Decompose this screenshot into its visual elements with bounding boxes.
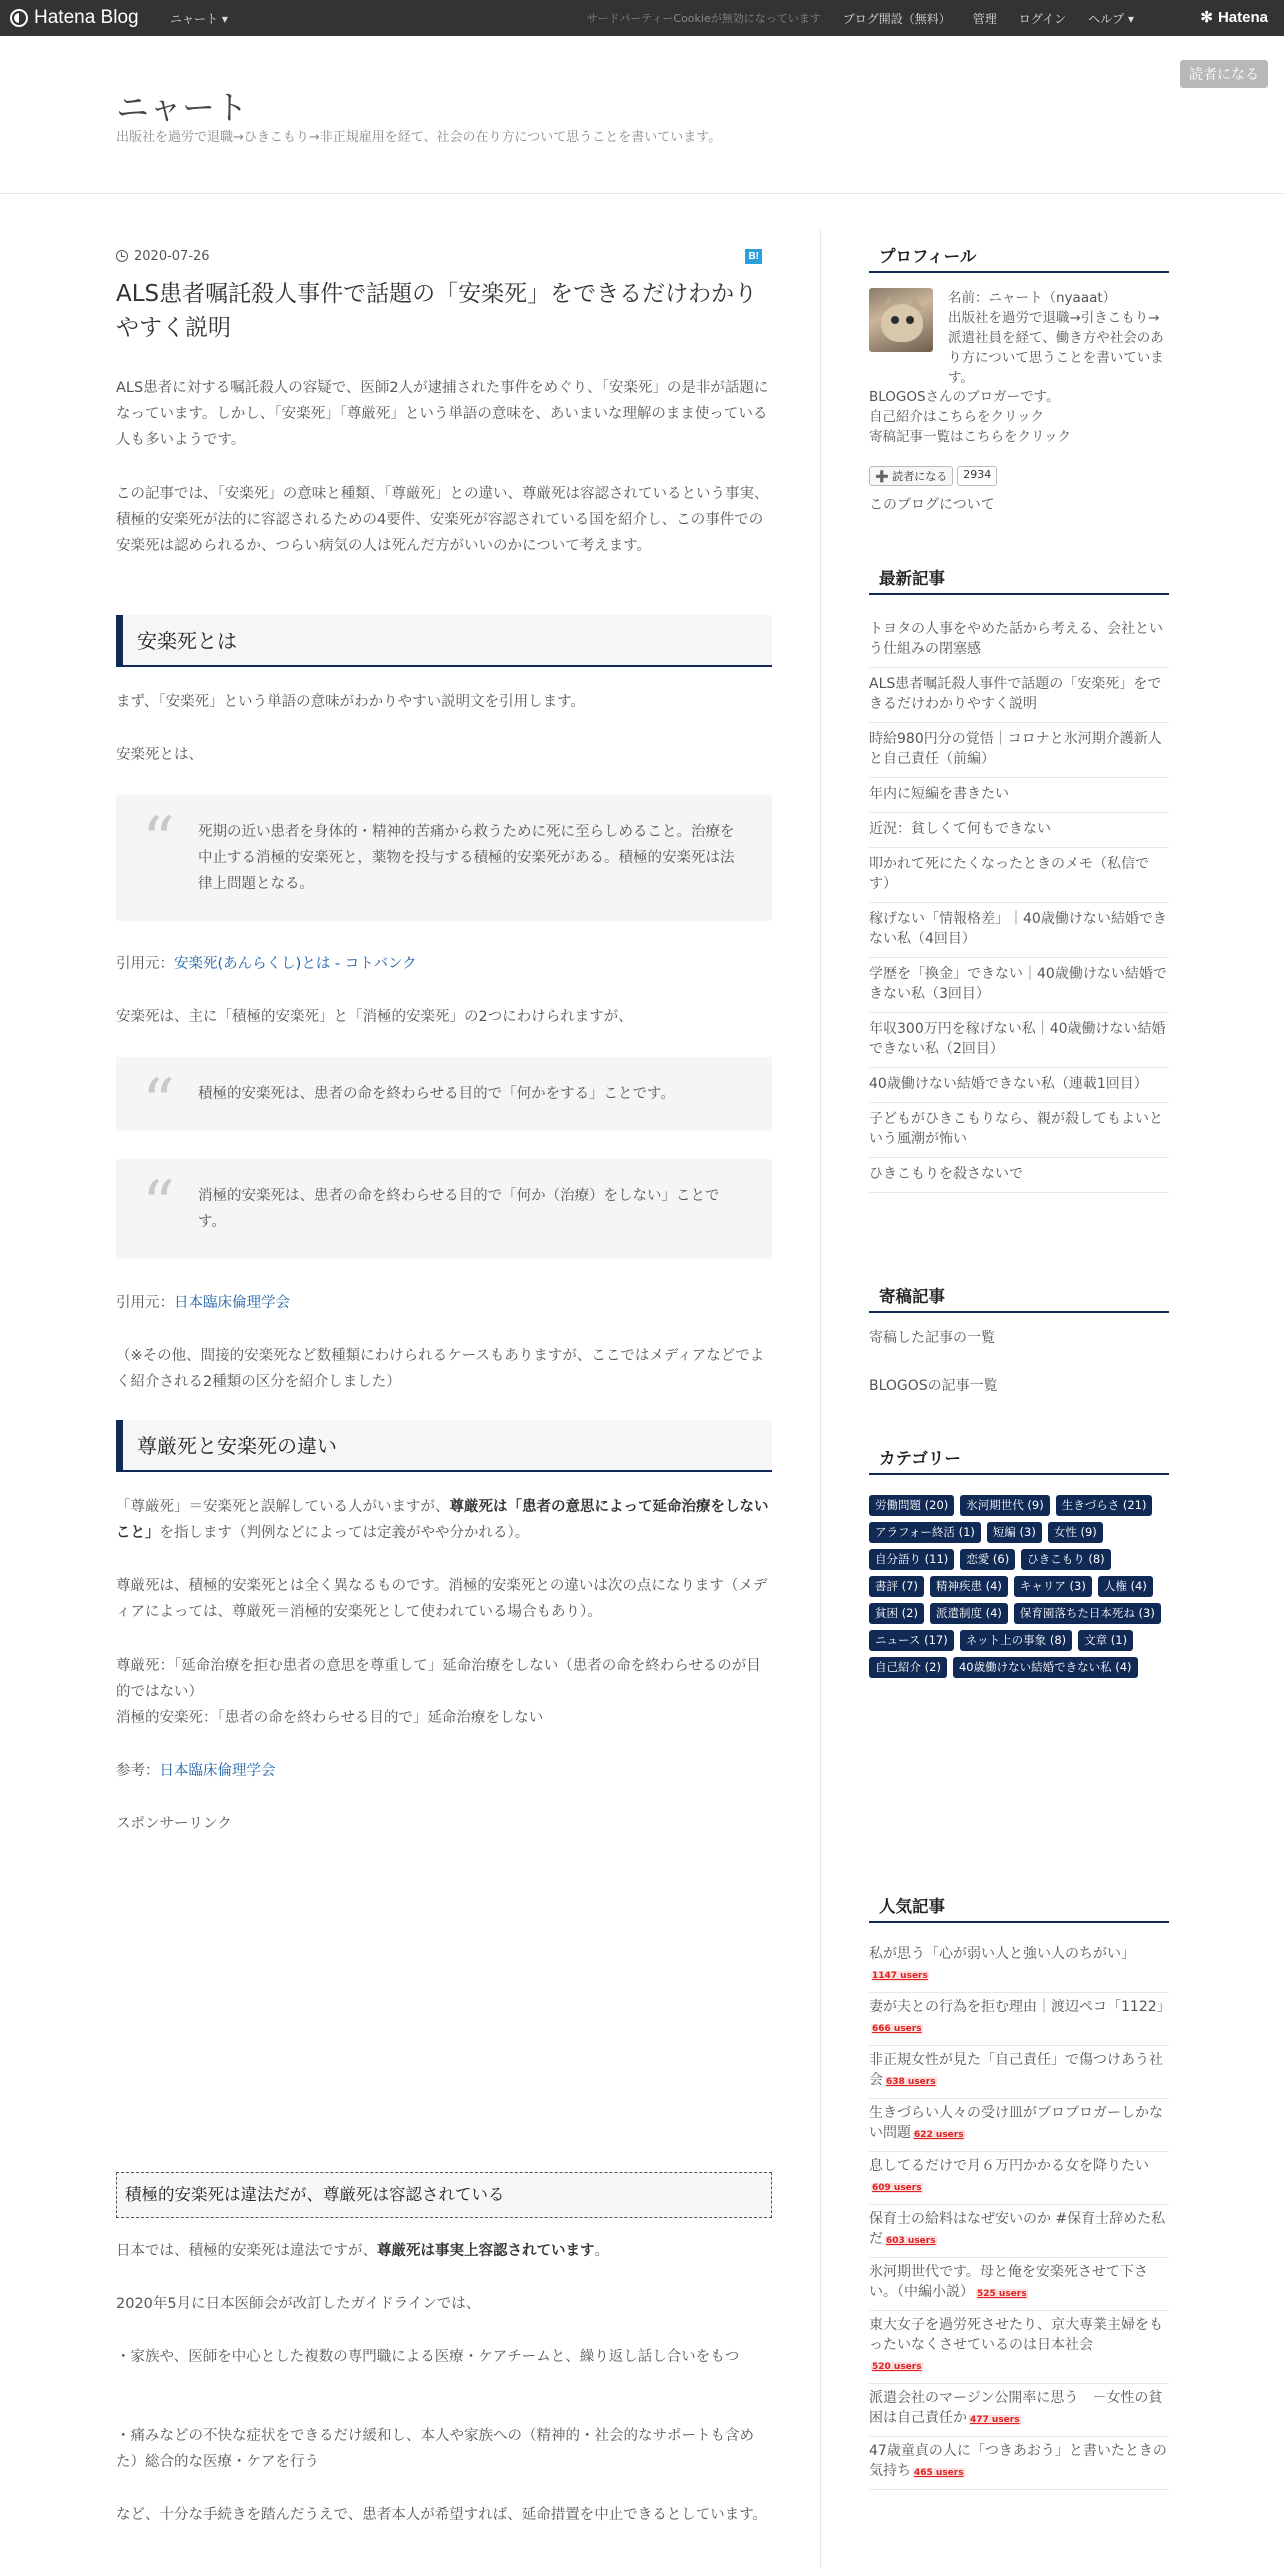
reference: 参考：日本臨床倫理学会 xyxy=(116,1763,276,1779)
bookmark-users[interactable]: 609 users xyxy=(872,2183,922,2193)
hatena-bookmark-button[interactable]: B! xyxy=(745,249,762,264)
category-tag[interactable]: 自己紹介 (2) xyxy=(869,1657,947,1678)
popular-entry[interactable]: 妻が夫との行為を拒む理由｜渡辺ペコ「1122」666 users xyxy=(869,1993,1169,2046)
recent-entry[interactable]: ALS患者嘱託殺人事件で話題の「安楽死」をできるだけわかりやすく説明 xyxy=(869,668,1169,723)
about-blog-link[interactable]: このブログについて xyxy=(869,497,995,513)
profile-description: 出版社を過労で退職→引きこもり→派遣社員を経て、働き方や社会のあり方について思うことを書いています。 xyxy=(948,310,1164,386)
clinical-ethics-link[interactable]: 日本臨床倫理学会 xyxy=(174,1295,290,1311)
entry xyxy=(116,245,772,2523)
contributions-heading: 寄稿記事 xyxy=(869,1283,1169,1313)
contributions-list-link[interactable]: 寄稿した記事の一覧 xyxy=(869,1330,995,1346)
avatar[interactable] xyxy=(869,288,933,352)
citation-2: 引用元：日本臨床倫理学会 xyxy=(116,1295,290,1311)
popular-entry[interactable]: 47歳童貞の人に「つきあおう」と書いたときの気持ち 465 users xyxy=(869,2437,1169,2490)
global-header xyxy=(0,0,1284,36)
category-tag[interactable]: 派遣制度 (4) xyxy=(930,1603,1008,1624)
paragraph-intro-1: ALS患者に対する嘱託殺人の容疑で、医師2人が逮捕された事件をめぐり、「安楽死」の是非が話題になっています。しかし、「安楽死」「尊厳死」という単語の意味を、あいまいな理解のまま使っている人も多いようです。 xyxy=(116,380,769,448)
sponsored-link-label: スポンサーリンク xyxy=(116,1816,232,1832)
recent-entries-list xyxy=(869,613,1169,1193)
paragraph-guideline-item-2: ・痛みなどの不快な症状をできるだけ緩和し、本人や家族への（精神的・社会的なサポートも含めた）総合的な医療・ケアを行う xyxy=(116,2428,754,2470)
paragraph-guideline: 2020年5月に日本医師会が改訂したガイドラインでは、 xyxy=(116,2296,481,2312)
header-divider xyxy=(0,193,1284,194)
profile-name: 名前：ニャート（nyaaat） xyxy=(948,290,1117,306)
recent-entry[interactable]: 年収300万円を稼げない私｜40歳働けない結婚できない私（2回目） xyxy=(869,1013,1169,1068)
profile-self-intro-link[interactable]: 自己紹介はこちらをクリック xyxy=(869,409,1044,425)
category-tag[interactable]: 文章 (1) xyxy=(1078,1630,1133,1651)
paragraph-difference-2: 尊厳死は、積極的安楽死とは全く異なるものです。消極的安楽死との違いは次の点になります（メディアによっては、尊厳死＝消極的安楽死として使われている場合もあり）。 xyxy=(116,1578,768,1620)
category-tag[interactable]: 自分語り (11) xyxy=(869,1549,954,1570)
recent-entry[interactable]: 子どもがひきこもりなら、親が殺してもよいという風潮が怖い xyxy=(869,1103,1169,1158)
blog-description: 出版社を過労で退職→ひきこもり→非正規雇用を経て、社会の在り方について思うことを書いています。 xyxy=(116,130,722,145)
category-list xyxy=(869,1495,1169,1678)
popular-entry[interactable]: 非正規女性が見た「自己責任」で傷つけあう社会 638 users xyxy=(869,2046,1169,2099)
paragraph-difference-1: 「尊厳死」＝安楽死と誤解している人がいますが、尊厳死は「患者の意思によって延命治療をしないこと」を指します（判例などによっては定義がやや分かれる）。 xyxy=(116,1499,769,1541)
bookmark-users[interactable]: 477 users xyxy=(970,2415,1020,2425)
paragraph-intro-2: この記事では、「安楽死」の意味と種類、「尊厳死」との違い、尊厳死は容認されているという事実、積極的安楽死が法的に容認されるための4要件、安楽死が容認されている国を紹介し、この事件での安楽死は認められるか、つらい病気の人は死んだ方がいいのかについて考えます。 xyxy=(116,486,769,554)
category-tag[interactable]: 人権 (4) xyxy=(1098,1576,1153,1597)
help-menu[interactable]: ヘルプ ▾ xyxy=(1088,12,1134,26)
open-blog-link[interactable]: ブログ開設（無料） xyxy=(842,12,951,26)
paragraph-guideline-conclusion: など、十分な手続きを踏んだうえで、患者本人が希望すれば、延命措置を中止できるとしています。 xyxy=(116,2507,768,2523)
paragraph-types: 安楽死は、主に「積極的安楽死」と「消極的安楽死」の2つにわけられますが、 xyxy=(116,1009,633,1025)
bookmark-users[interactable]: 520 users xyxy=(872,2362,922,2372)
paragraph-guideline-item-1: ・家族や、医師を中心とした複数の専門職による医療・ケアチームと、繰り返し話し合いをもつ xyxy=(116,2349,740,2365)
popular-entries-list xyxy=(869,1940,1169,2490)
follower-count: 2934 xyxy=(957,466,997,486)
recent-entry[interactable]: トヨタの人事をやめた話から考える、会社という仕組みの閉塞感 xyxy=(869,613,1169,668)
bookmark-users[interactable]: 465 users xyxy=(914,2468,964,2478)
category-tag[interactable]: アラフォー終活 (1) xyxy=(869,1522,981,1543)
paragraph-difference-3a: 尊厳死：「延命治療を拒む患者の意思を尊重して」延命治療をしない（患者の命を終わらせるのが目的ではない） xyxy=(116,1658,761,1700)
categories-heading: カテゴリー xyxy=(869,1445,1169,1475)
bookmark-users[interactable]: 525 users xyxy=(977,2289,1027,2299)
clock-icon xyxy=(116,250,128,262)
category-tag[interactable]: 生きづらさ (21) xyxy=(1056,1495,1153,1516)
paragraph-definition: 安楽死とは、 xyxy=(116,747,203,763)
recent-entry[interactable]: 年内に短編を書きたい xyxy=(869,778,1169,813)
popular-entry[interactable]: 息してるだけで月６万円かかる女を降りたい 609 users xyxy=(869,2152,1169,2205)
popular-entry[interactable]: 氷河期世代です。母と俺を安楽死させて下さい。（中編小説） 525 users xyxy=(869,2258,1169,2311)
category-tag[interactable]: ネット上の事象 (8) xyxy=(960,1630,1072,1651)
follow-button-top[interactable]: 読者になる xyxy=(1180,60,1268,88)
quote-text: 死期の近い患者を身体的・精神的苦痛から救うために死に至らしめること。治療を中止する消極的安楽死と，薬物を投与する積極的安楽死がある。積極的安楽死は法律上問題となる。 xyxy=(198,824,735,892)
recent-entry[interactable]: 40歳働けない結婚できない私（連載1回目） xyxy=(869,1068,1169,1103)
column-divider xyxy=(820,230,821,2568)
recent-entry[interactable]: ひきこもりを殺さないで xyxy=(869,1158,1169,1193)
hatena-star-icon: ✻ xyxy=(1200,9,1213,26)
profile-heading: プロフィール xyxy=(869,243,1169,273)
popular-entry[interactable]: 生きづらい人々の受け皿がブロブロガーしかない問題 622 users xyxy=(869,2099,1169,2152)
heading-what-is-euthanasia: 安楽死とは xyxy=(116,615,772,667)
blog-menu[interactable]: ニャート ▾ xyxy=(170,12,228,26)
entry-date[interactable]: 2020-07-26 xyxy=(116,245,772,267)
category-tag[interactable]: 労働問題 (20) xyxy=(869,1495,954,1516)
category-tag[interactable]: キャリア (3) xyxy=(1014,1576,1092,1597)
paragraph-difference-3b: 消極的安楽死：「患者の命を終わらせる目的で」延命治療をしない xyxy=(116,1710,544,1726)
recent-entry[interactable]: 時給980円分の覚悟｜コロナと氷河期介護新人と自己責任（前編） xyxy=(869,723,1169,778)
hatena-link[interactable]: ✻ Hatena xyxy=(1200,8,1268,26)
blockquote-active xyxy=(116,1057,772,1131)
bookmark-users[interactable]: 666 users xyxy=(872,2024,922,2034)
category-tag[interactable]: ひきこもり (8) xyxy=(1021,1549,1110,1570)
citation-1: 引用元：安楽死(あんらくし)とは - コトバンク xyxy=(116,956,417,972)
category-tag[interactable]: ニュース (17) xyxy=(869,1630,954,1651)
hatena-blog-logo[interactable]: Hatena Blog xyxy=(10,7,139,29)
popular-entry[interactable]: 保育士の給料はなぜ安いのか #保育士辞めた私だ 603 users xyxy=(869,2205,1169,2258)
cat-face-icon xyxy=(881,304,923,342)
recent-entry[interactable]: 稼げない「情報格差」｜40歳働けない結婚できない私（4回目） xyxy=(869,903,1169,958)
admin-link[interactable]: 管理 xyxy=(972,12,997,26)
profile-blogos: BLOGOSさんのブロガーです。 xyxy=(869,389,1060,405)
hatena-logo-icon xyxy=(10,9,28,27)
category-tag[interactable]: 保育園落ちた日本死ね (3) xyxy=(1014,1603,1161,1624)
category-tag[interactable]: 恋愛 (6) xyxy=(960,1549,1015,1570)
heading-active-illegal: 積極的安楽死は違法だが、尊厳死は容認されている xyxy=(116,2172,772,2218)
bookmark-users[interactable]: 1147 users xyxy=(872,1971,928,1981)
category-tag[interactable]: 精神疾患 (4) xyxy=(930,1576,1008,1597)
quote-text: 消極的安楽死は、患者の命を終わらせる目的で「何か（治療）をしない」ことです。 xyxy=(198,1188,720,1230)
bookmark-users[interactable]: 622 users xyxy=(914,2130,964,2140)
cookie-notice: サードパーティーCookieが無効になっています xyxy=(586,12,821,25)
follow-button[interactable]: ➕ 読者になる xyxy=(869,466,953,486)
blockquote-passive xyxy=(116,1159,772,1259)
popular-entries-heading: 人気記事 xyxy=(869,1893,1169,1923)
paragraph-note: （※その他、間接的安楽死など数種類にわけられるケースもありますが、ここではメディアなどでよく紹介される2種類の区分を紹介しました） xyxy=(116,1348,765,1390)
heading-dignity-vs-euthanasia: 尊厳死と安楽死の違い xyxy=(116,1420,772,1472)
quote-text: 積極的安楽死は、患者の命を終わらせる目的で「何かをする」ことです。 xyxy=(198,1086,675,1102)
entry-title[interactable]: ALS患者嘱託殺人事件で話題の「安楽死」をできるだけわかりやすく説明 xyxy=(116,281,758,341)
category-tag[interactable]: 貧困 (2) xyxy=(869,1603,924,1624)
header-links xyxy=(586,10,1134,27)
popular-entry[interactable]: 派遣会社のマージン公開率に思う －女性の貧困は自己責任か 477 users xyxy=(869,2384,1169,2437)
paragraph-japan: 日本では、積極的安楽死は違法ですが、尊厳死は事実上容認されています。 xyxy=(116,2243,609,2259)
popular-entry[interactable]: 東大女子を過労死させたり、京大専業主婦をもったいなくさせているのは日本社会 520 users xyxy=(869,2311,1169,2384)
recent-entry[interactable]: 学歴を「換金」できない｜40歳働けない結婚できない私（3回目） xyxy=(869,958,1169,1013)
paragraph-quote-intro: まず、「安楽死」という単語の意味がわかりやすい説明文を引用します。 xyxy=(116,694,585,710)
recent-entries-heading: 最新記事 xyxy=(869,565,1169,595)
popular-entry[interactable]: 私が思う「心が弱い人と強い人のちがい」 1147 users xyxy=(869,1940,1169,1993)
bookmark-users[interactable]: 638 users xyxy=(886,2077,936,2087)
category-tag[interactable]: 氷河期世代 (9) xyxy=(960,1495,1049,1516)
login-link[interactable]: ログイン xyxy=(1018,12,1067,26)
recent-entry[interactable]: 近況：貧しくて何もできない xyxy=(869,813,1169,848)
blog-title[interactable]: ニャート xyxy=(116,88,248,127)
clinical-ethics-link-2[interactable]: 日本臨床倫理学会 xyxy=(159,1763,276,1779)
profile-contributions-link[interactable]: 寄稿記事一覧はこちらをクリック xyxy=(869,429,1071,445)
blogos-list-link[interactable]: BLOGOSの記事一覧 xyxy=(869,1378,998,1394)
kotobank-link[interactable]: 安楽死(あんらくし)とは - コトバンク xyxy=(174,956,417,972)
blockquote-definition xyxy=(116,795,772,921)
category-tag[interactable]: 40歳働けない結婚できない私 (4) xyxy=(953,1657,1138,1678)
category-tag[interactable]: 短編 (3) xyxy=(987,1522,1042,1543)
recent-entry[interactable]: 叩かれて死にたくなったときのメモ（私信です） xyxy=(869,848,1169,903)
category-tag[interactable]: 女性 (9) xyxy=(1048,1522,1103,1543)
bookmark-users[interactable]: 603 users xyxy=(886,2236,936,2246)
category-tag[interactable]: 書評 (7) xyxy=(869,1576,924,1597)
follow-widget xyxy=(869,466,997,486)
